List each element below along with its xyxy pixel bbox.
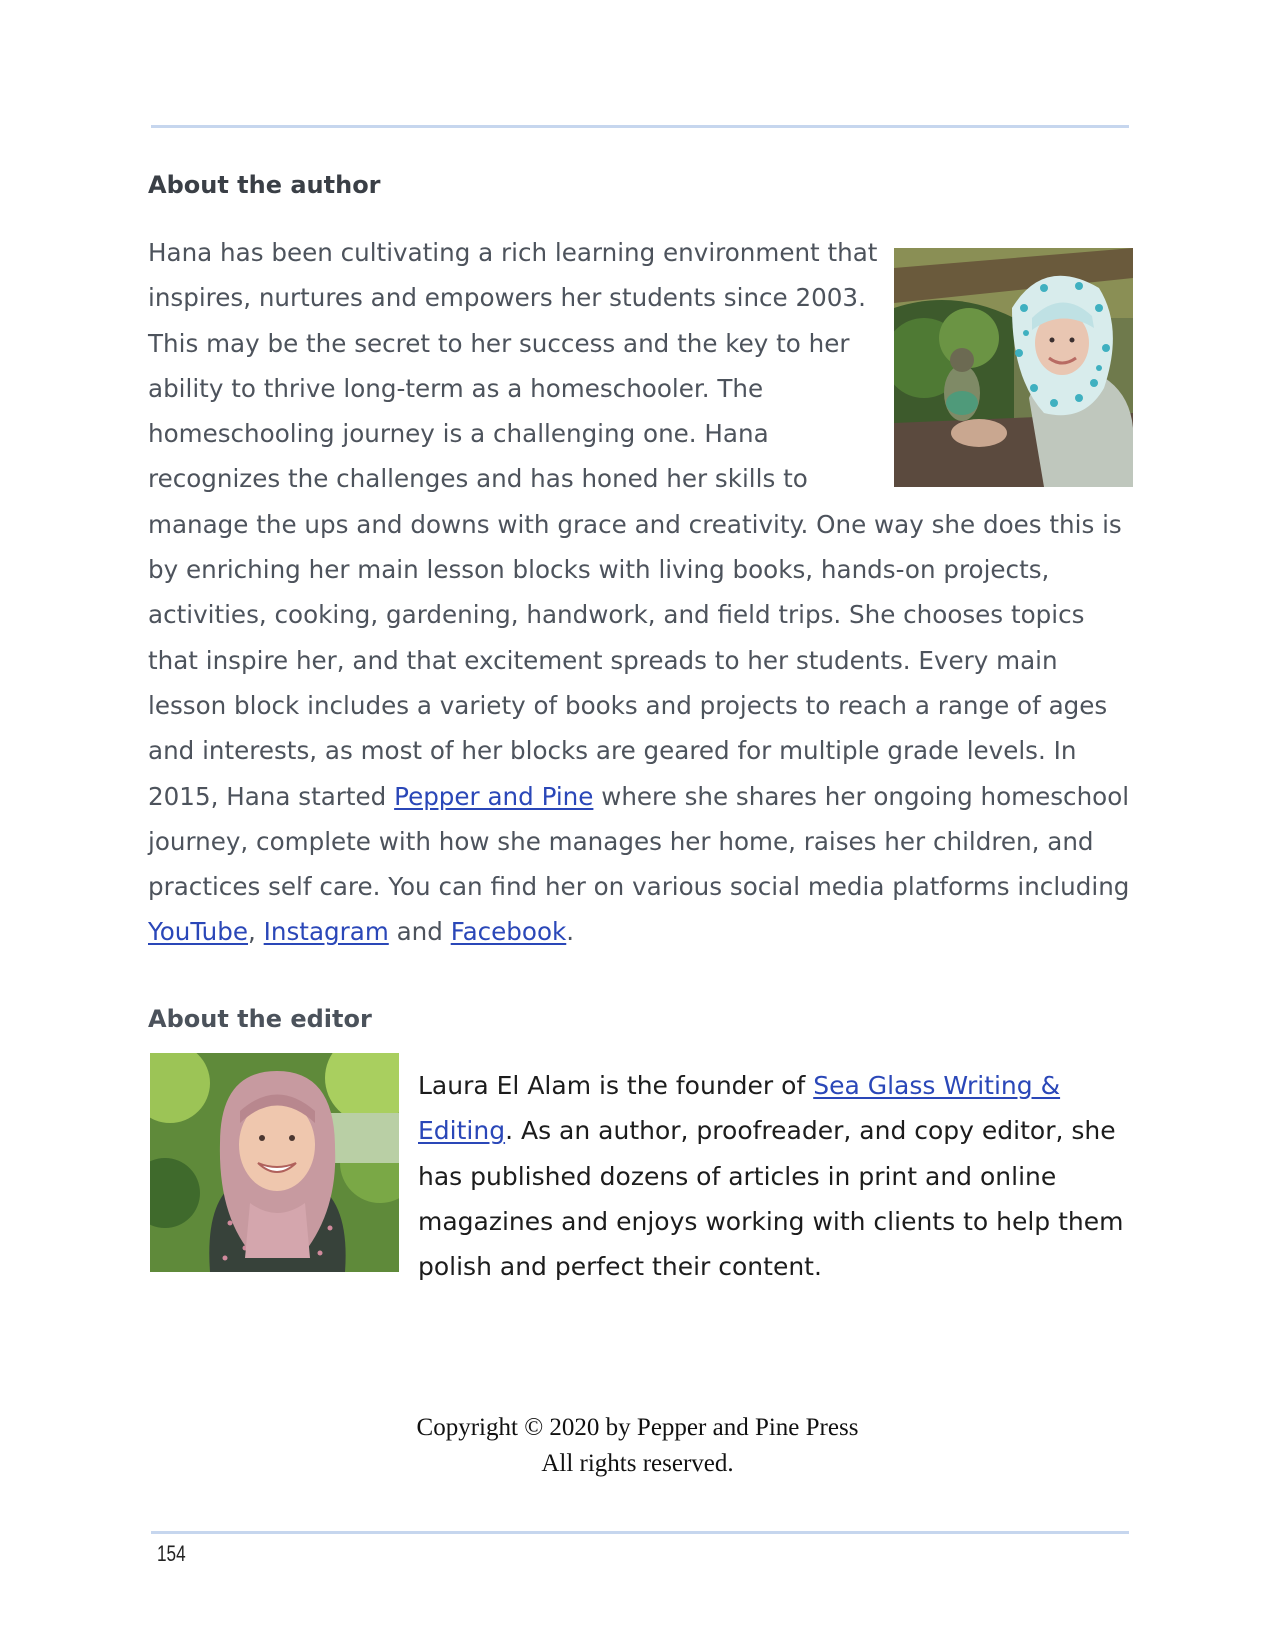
about-editor-heading: About the editor (148, 1005, 372, 1033)
editor-bio-text-2: . As an author, proofreader, and copy editor, she has published dozens of articles in print and online magazines and enjoys working with clients to help them polish and perfect their content. (418, 1116, 1124, 1282)
author-bio (148, 230, 1133, 955)
editor-bio-text-1: Laura El Alam is the founder of (418, 1071, 814, 1100)
page-number: 154 (157, 1541, 186, 1566)
youtube-link[interactable]: YouTube (148, 917, 249, 947)
separator-comma: , (248, 917, 264, 947)
sea-glass-link[interactable]: Sea Glass Writing & Editing (418, 1071, 1061, 1146)
author-bio-text-2: where she shares her ongoing homeschool journey, complete with how she manages her home, raises her children, and practices self care. You can find her on various social media platforms including (148, 781, 1130, 902)
editor-photo (150, 1053, 399, 1272)
copyright-line: Copyright © 2020 by Pepper and Pine Press (416, 1414, 859, 1441)
instagram-link[interactable]: Instagram (263, 917, 389, 947)
pepper-and-pine-link[interactable]: Pepper and Pine (394, 781, 594, 811)
rights-line: All rights reserved. (541, 1450, 734, 1477)
author-photo (894, 248, 1133, 487)
top-divider (151, 125, 1129, 128)
separator-and: and (388, 917, 451, 947)
author-bio-text-1: Hana has been cultivating a rich learning environment that inspires, nurtures and empowers her students since 2003. This may be the secret to her success and the key to her ability to thrive long-term as a homeschooler. The homeschooling journey is a challenging one. Hana recognizes the challenges and has honed her skills to manage the ups and downs with grace and creativity. One way she does this is by enriching her main lesson blocks with living books, hands-on projects, activities, cooking, gardening, handwork, and field trips. She chooses topics that inspire her, and that excitement spreads to her students. Every main lesson block includes a variety of books and projects to reach a range of ages and interests, as most of her blocks are geared for multiple grade levels. In 2015, Hana started (148, 238, 1122, 811)
end-period: . (566, 917, 575, 947)
facebook-link[interactable]: Facebook (450, 917, 567, 947)
editor-bio (418, 1063, 1128, 1289)
bottom-divider (151, 1531, 1129, 1534)
about-author-heading: About the author (148, 171, 381, 199)
copyright-notice (0, 1410, 1275, 1482)
